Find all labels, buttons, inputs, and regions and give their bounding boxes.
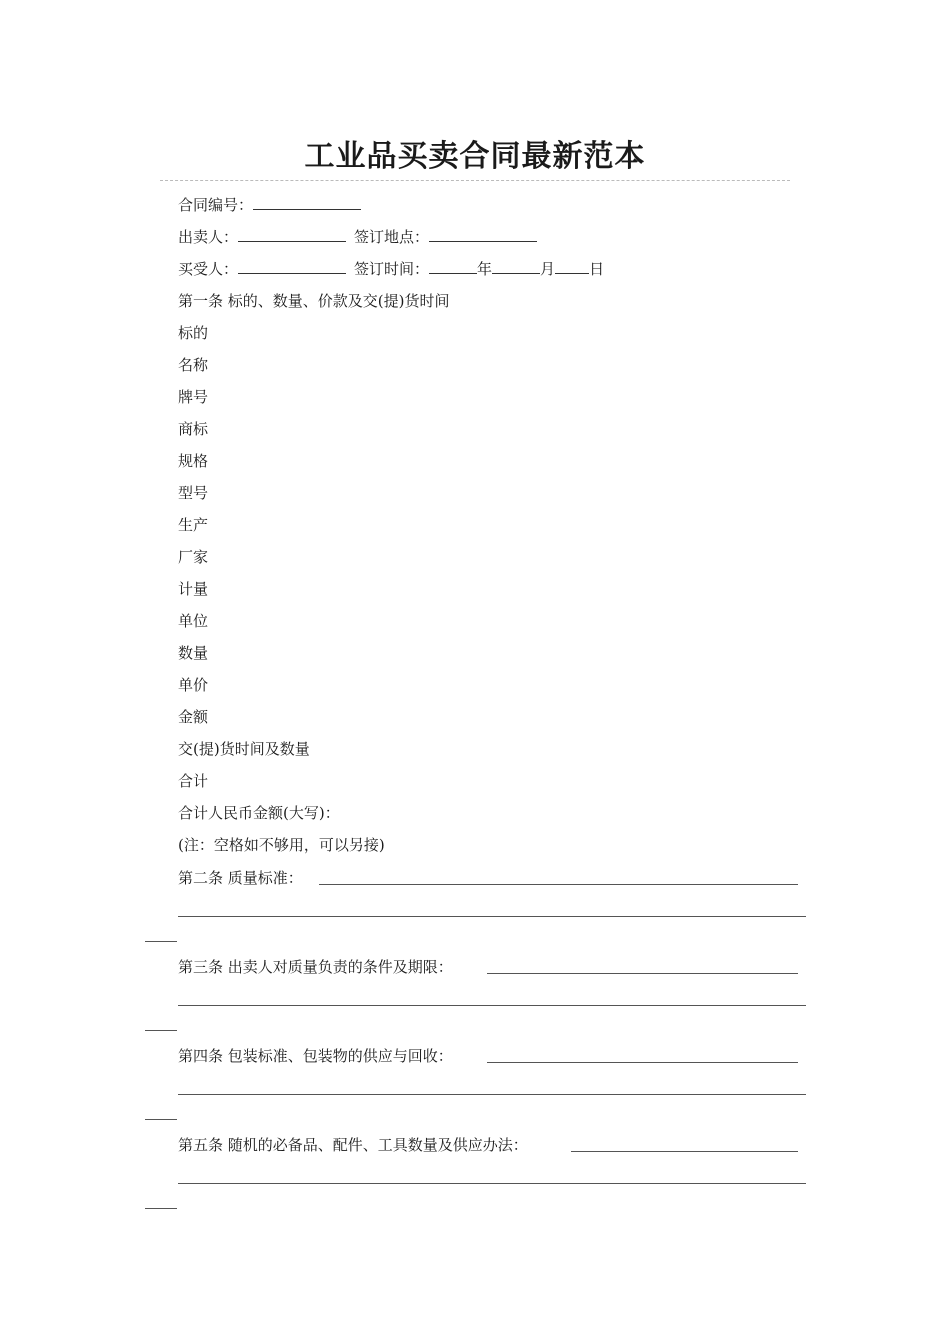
contract-no-row	[178, 195, 361, 215]
article5-fill-line[interactable]	[571, 1151, 798, 1152]
article1-item: 单位	[178, 612, 209, 630]
article1-item: 合计人民币金额(大写)：	[178, 804, 340, 822]
month-label: 月	[540, 260, 556, 278]
contract-no-blank[interactable]	[253, 195, 361, 210]
article1-item: 单价	[178, 676, 209, 694]
article1-item: 牌号	[178, 388, 209, 406]
article3-row	[178, 957, 453, 977]
seller-label: 出卖人：	[178, 228, 239, 246]
buyer-blank[interactable]	[238, 259, 346, 274]
article1-item: 交(提)货时间及数量	[178, 740, 310, 758]
year-label: 年	[477, 260, 493, 278]
article1-item: 标的	[178, 324, 209, 342]
seller-blank[interactable]	[238, 227, 346, 242]
article5-row	[178, 1135, 528, 1155]
document-title: 工业品买卖合同最新范本	[304, 139, 646, 174]
buyer-row	[178, 259, 604, 279]
article2-continuation-line[interactable]	[178, 916, 806, 917]
article5-continuation-line[interactable]	[178, 1183, 806, 1184]
article4-label: 第四条 包装标准、包装物的供应与回收：	[178, 1047, 453, 1065]
article3-label: 第三条 出卖人对质量负责的条件及期限：	[178, 958, 453, 976]
article1-item: 计量	[178, 580, 209, 598]
article5-label: 第五条 随机的必备品、配件、工具数量及供应办法：	[178, 1136, 528, 1154]
article1-note: (注：空格如不够用，可以另接)	[178, 836, 385, 854]
article4-tail-line	[145, 1119, 177, 1120]
article1-item: 型号	[178, 484, 209, 502]
article3-continuation-line[interactable]	[178, 1005, 806, 1006]
article2-tail-line	[145, 941, 177, 942]
day-label: 日	[589, 260, 605, 278]
month-blank[interactable]	[492, 259, 540, 274]
seller-row	[178, 227, 537, 247]
article2-fill-line[interactable]	[319, 884, 798, 885]
article5-tail-line	[145, 1208, 177, 1209]
article4-row	[178, 1046, 453, 1066]
title-divider	[160, 180, 790, 181]
article1-item: 生产	[178, 516, 209, 534]
year-blank[interactable]	[429, 259, 477, 274]
article3-fill-line[interactable]	[487, 973, 798, 974]
article3-tail-line	[145, 1030, 177, 1031]
article1-item: 名称	[178, 356, 209, 374]
article4-continuation-line[interactable]	[178, 1094, 806, 1095]
article1-item: 合计	[178, 772, 209, 790]
article1-item: 厂家	[178, 548, 209, 566]
article1-title: 第一条 标的、数量、价款及交(提)货时间	[178, 292, 450, 310]
article1-item: 规格	[178, 452, 209, 470]
sign-place-blank[interactable]	[429, 227, 537, 242]
buyer-label: 买受人：	[178, 260, 239, 278]
article1-item: 数量	[178, 644, 209, 662]
article1-item: 金额	[178, 708, 209, 726]
sign-time-label: 签订时间：	[354, 260, 430, 278]
article2-label: 第二条 质量标准：	[178, 869, 303, 887]
article4-fill-line[interactable]	[487, 1062, 798, 1063]
sign-place-label: 签订地点：	[354, 228, 430, 246]
article1-item: 商标	[178, 420, 209, 438]
day-blank[interactable]	[555, 259, 589, 274]
article2-row	[178, 868, 798, 888]
contract-no-label: 合同编号：	[178, 196, 254, 214]
